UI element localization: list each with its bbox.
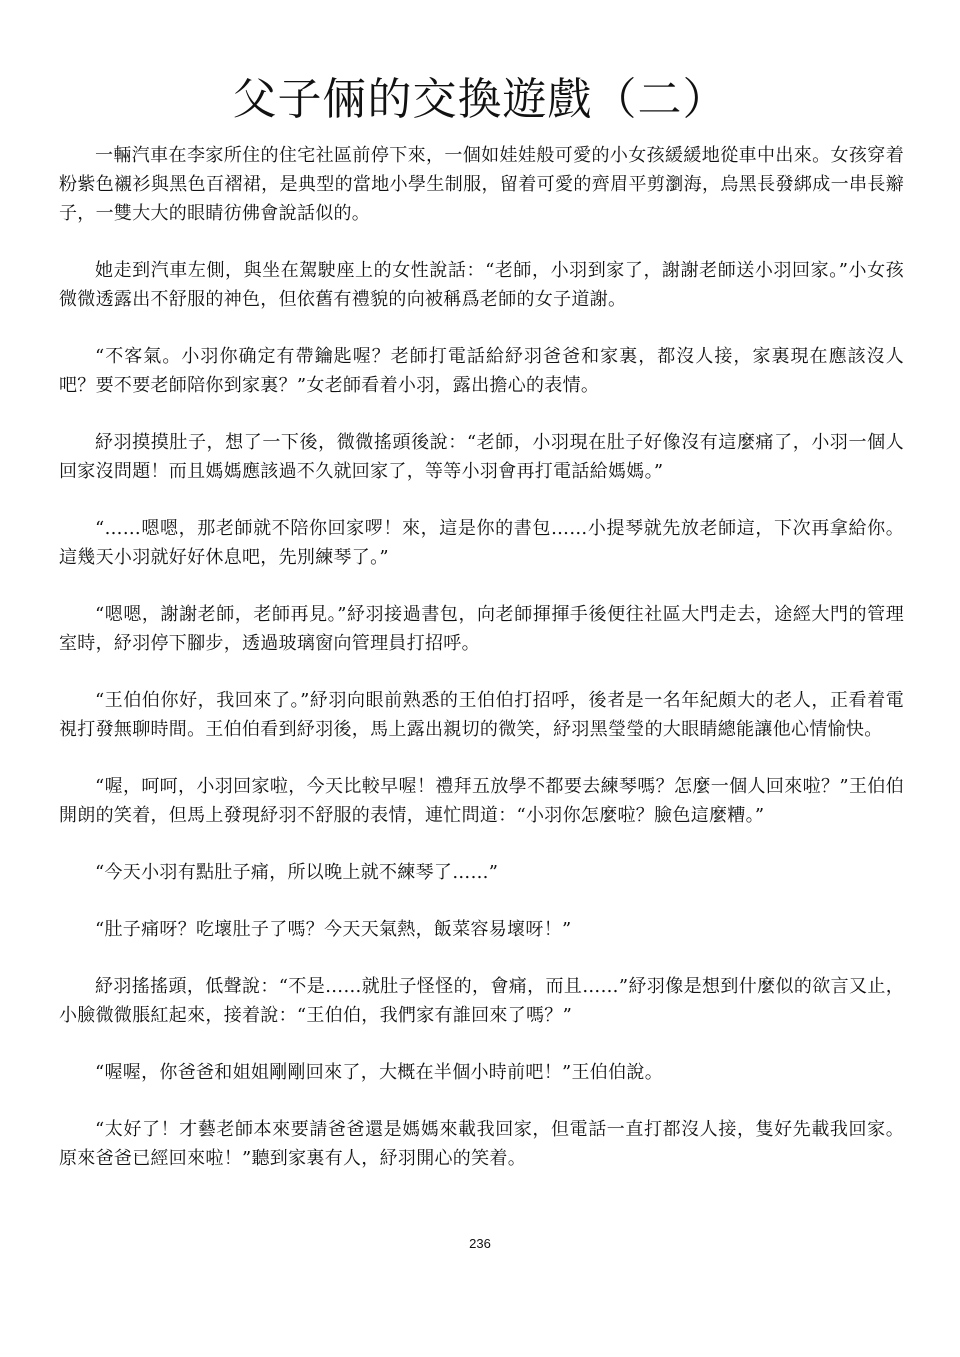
paragraph: “太好了！才藝老師本來要請爸爸還是媽媽來載我回家，但電話一直打都沒人接，隻好先載我回家。原來爸爸已經回來啦！”聽到家裏有人，紓羽開心的笑着。 <box>59 1119 904 1169</box>
paragraph: “喔，呵呵，小羽回家啦，今天比較早喔！禮拜五放學不都要去練琴嗎？怎麼一個人回來啦？”王伯伯開朗的笑着，但馬上發現紓羽不舒服的表情，連忙問道：“小羽你怎麼啦？臉色這麼糟。” <box>59 776 904 826</box>
paragraph: 紓羽搖搖頭，低聲說：“不是……就肚子怪怪的，會痛，而且……”紓羽像是想到什麼似的欲言又止，小臉微微脹紅起來，接着說：“王伯伯，我們家有誰回來了嗎？” <box>59 976 904 1026</box>
paragraph: “肚子痛呀？吃壞肚子了嗎？今天天氣熱，飯菜容易壞呀！” <box>95 919 572 940</box>
paragraph: 紓羽摸摸肚子，想了一下後，微微搖頭後說：“老師，小羽現在肚子好像沒有這麼痛了，小羽一個人回家沒問題！而且媽媽應該過不久就回家了，等等小羽會再打電話給媽媽。” <box>59 432 904 482</box>
paragraph: “嗯嗯，謝謝老師，老師再見。”紓羽接過書包，向老師揮揮手後便往社區大門走去，途經大門的管理室時，紓羽停下腳步，透過玻璃窗向管理員打招呼。 <box>59 604 904 654</box>
paragraph: “今天小羽有點肚子痛，所以晚上就不練琴了……” <box>95 862 499 883</box>
chapter-title: 父子倆的交換遊戲（二） <box>232 74 728 125</box>
body-text <box>59 141 904 1201</box>
page-number: 236 <box>469 1236 491 1251</box>
paragraph: “……嗯嗯，那老師就不陪你回家啰！來，這是你的書包……小提琴就先放老師這，下次再拿給你。這幾天小羽就好好休息吧，先別練琴了。” <box>59 518 904 568</box>
paragraph: “喔喔，你爸爸和姐姐剛剛回來了，大概在半個小時前吧！”王伯伯說。 <box>95 1062 664 1083</box>
paragraph: “不客氣。小羽你确定有帶鑰匙喔？老師打電話給紓羽爸爸和家裏，都沒人接，家裏現在應該沒人吧？要不要老師陪你到家裏？”女老師看着小羽，露出擔心的表情。 <box>59 346 904 396</box>
paragraph: “王伯伯你好，我回來了。”紓羽向眼前熟悉的王伯伯打招呼，後者是一名年紀頗大的老人，正看着電視打發無聊時間。王伯伯看到紓羽後，馬上露出親切的微笑，紓羽黑瑩瑩的大眼睛總能讓他心情愉快。 <box>59 690 904 740</box>
paragraph: 她走到汽車左側，與坐在駕駛座上的女性說話：“老師，小羽到家了，謝謝老師送小羽回家。”小女孩微微透露出不舒服的神色，但依舊有禮貌的向被稱爲老師的女子道謝。 <box>59 260 904 310</box>
paragraph: 一輛汽車在李家所住的住宅社區前停下來，一個如娃娃般可愛的小女孩緩緩地從車中出來。女孩穿着粉紫色襯衫與黑色百褶裙，是典型的當地小學生制服，留着可愛的齊眉平剪瀏海，烏黑長發綁成一串長辮子，一雙大大的眼睛彷佛會說話似的。 <box>59 145 904 224</box>
